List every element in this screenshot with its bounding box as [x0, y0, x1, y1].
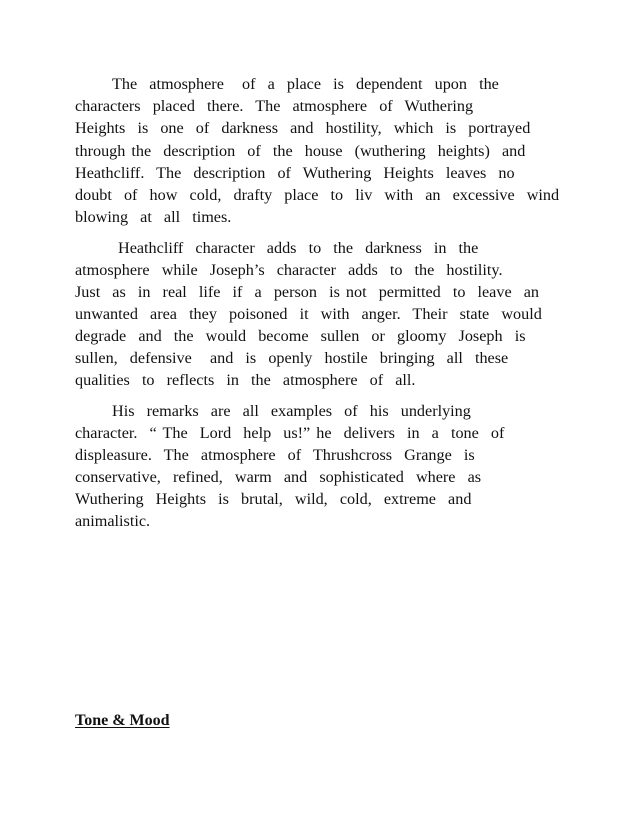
paragraph-3-line-3: displeasure. The atmosphere of Thrushcross Grange is — [75, 446, 475, 464]
paragraph-1-line-7: blowing at all times. — [75, 208, 232, 226]
paragraph-1-line-4: through the description of the house (wuthering heights) and — [75, 142, 526, 160]
paragraph-1-line-3: Heights is one of darkness and hostility, which is portrayed — [75, 119, 531, 137]
paragraph-2-line-4: unwanted area they poisoned it with anger. Their state would — [75, 305, 542, 323]
paragraph-1-line-2: characters placed there. The atmosphere of Wuthering — [75, 97, 474, 115]
paragraph-2-line-6: sullen, defensive and is openly hostile bringing all these — [75, 349, 509, 367]
paragraph-2-line-2: atmosphere while Joseph’s character adds to the hostility. — [75, 261, 503, 279]
paragraph-2-line-3: Just as in real life if a person is not permitted to leave an — [75, 283, 540, 301]
paragraph-1-line-1: The atmosphere of a place is dependent upon the — [112, 75, 499, 93]
paragraph-2-line-7: qualities to reflects in the atmosphere of all. — [75, 371, 416, 389]
section-heading-tone-mood: Tone & Mood — [75, 712, 170, 729]
paragraph-3-line-1: His remarks are all examples of his underlying — [112, 402, 471, 420]
paragraph-1-line-6: doubt of how cold, drafty place to liv with an excessive wind — [75, 186, 560, 204]
paragraph-3-line-5: Wuthering Heights is brutal, wild, cold, extreme and — [75, 490, 472, 508]
paragraph-1-line-5: Heathcliff. The description of Wuthering Heights leaves no — [75, 164, 515, 182]
paragraph-2-line-1: Heathcliff character adds to the darkness in the — [118, 239, 479, 257]
paragraph-3-line-6: animalistic. — [75, 512, 151, 530]
paragraph-2-line-5: degrade and the would become sullen or gloomy Joseph is — [75, 327, 526, 345]
paragraph-3-line-2: character. “ The Lord help us!” he delivers in a tone of — [75, 424, 505, 442]
paragraph-3-line-4: conservative, refined, warm and sophisticated where as — [75, 468, 482, 486]
